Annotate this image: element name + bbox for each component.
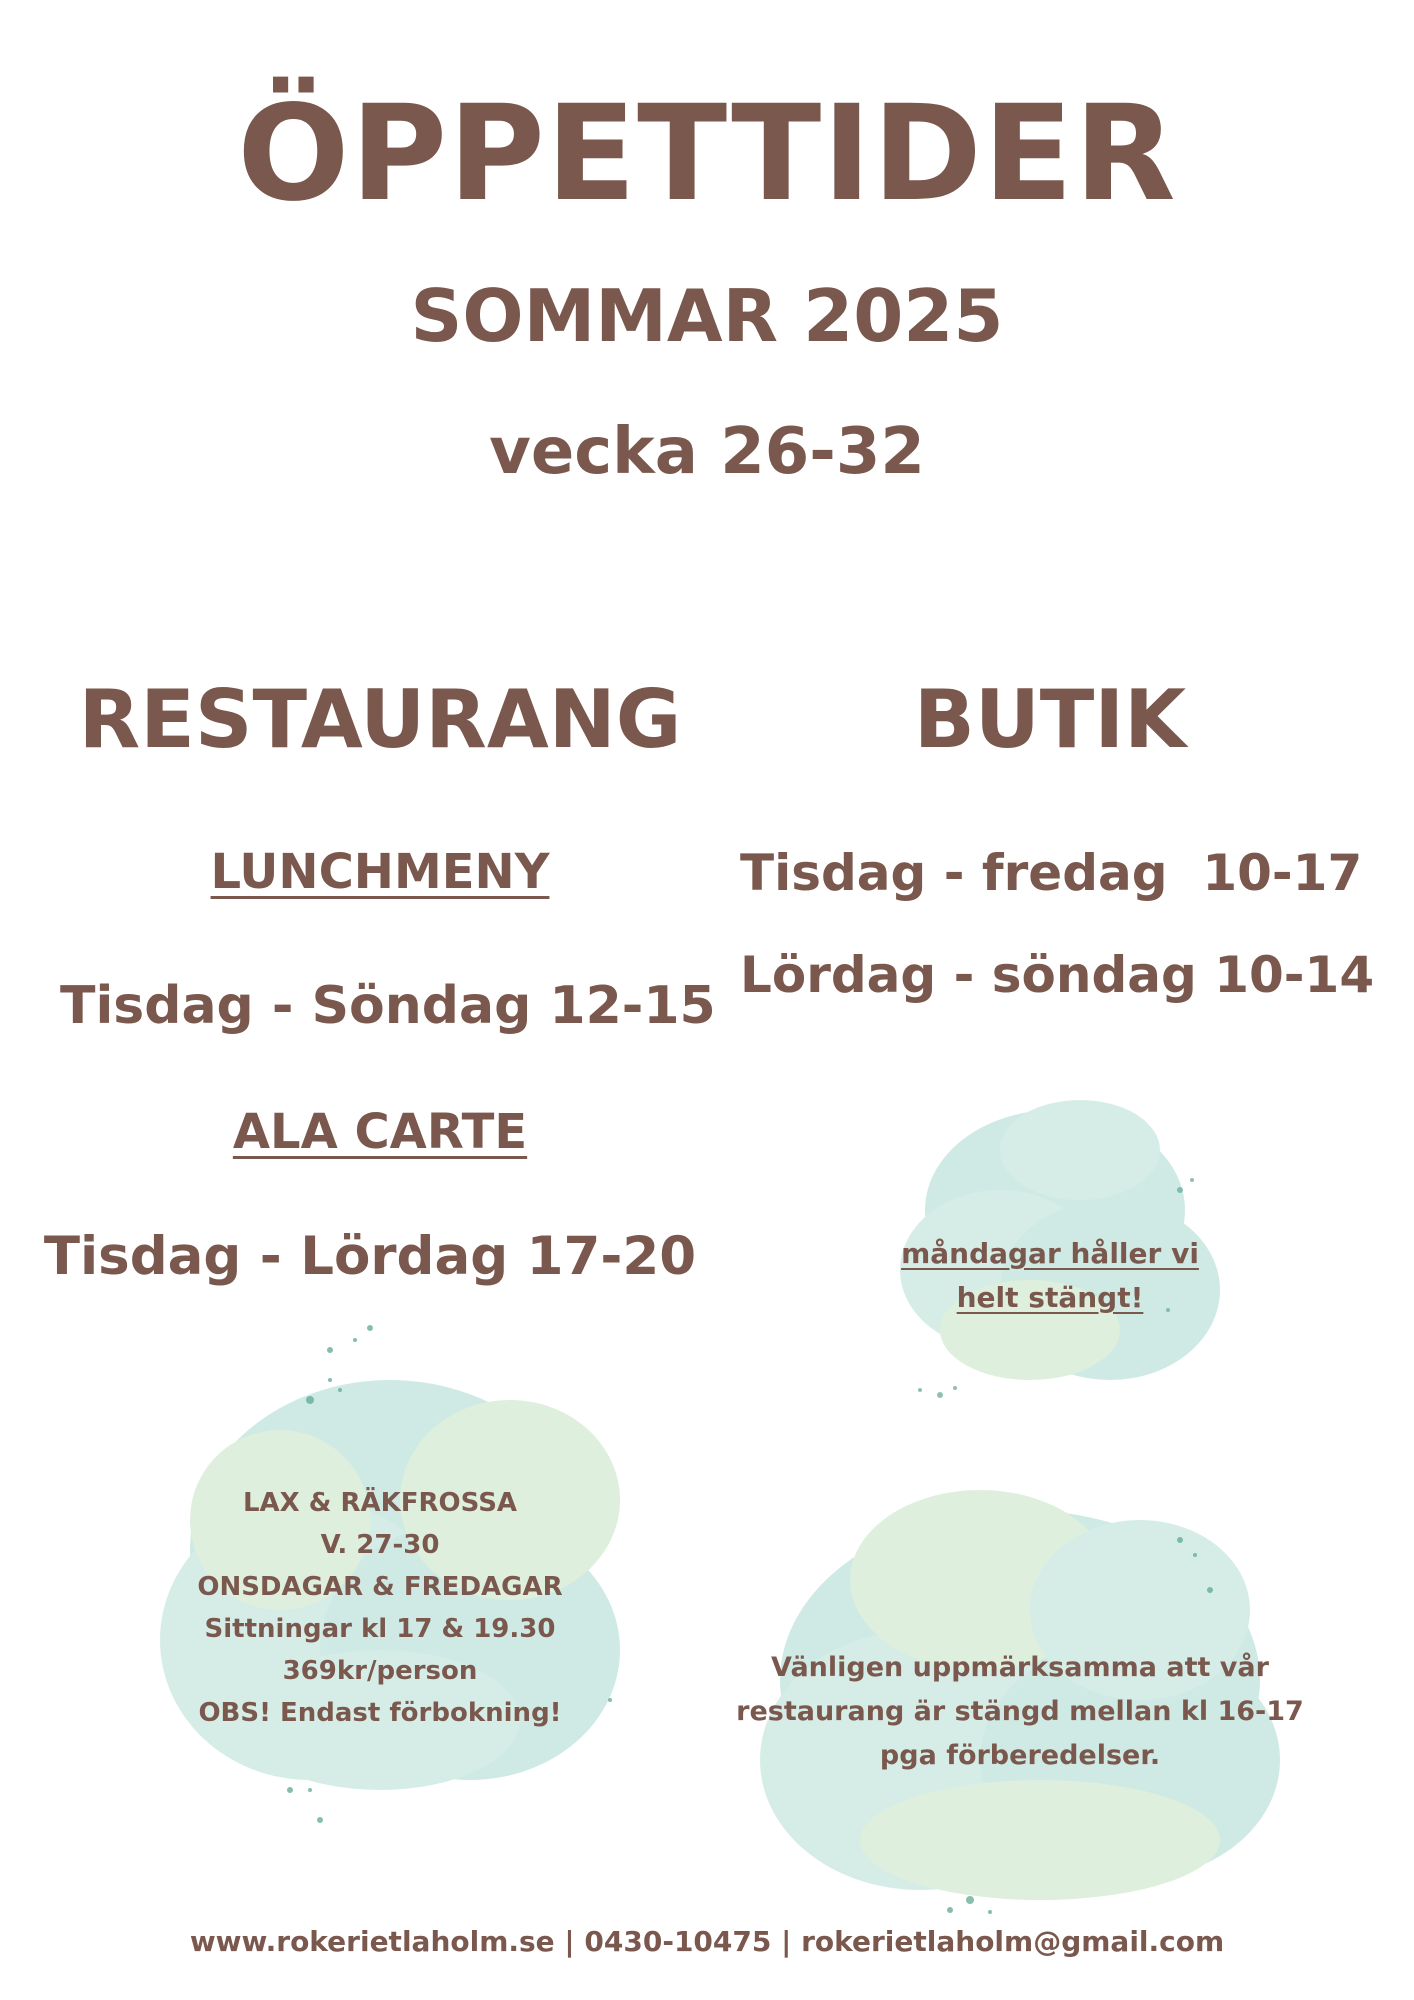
alacarte-heading: ALA CARTE xyxy=(232,1104,528,1160)
alacarte-hours: Tisdag - Lördag 17-20 xyxy=(43,1226,697,1287)
lunch-hours: Tisdag - Söndag 12-15 xyxy=(60,976,716,1036)
shop-hours-weekday: Tisdag - fredag 10-17 xyxy=(740,844,1363,902)
notice-line: restaurang är stängd mellan kl 16-17 xyxy=(736,1696,1304,1727)
special-event-booking-note: OBS! Endast förbokning! xyxy=(198,1698,562,1728)
special-event-seatings: Sittningar kl 17 & 19.30 xyxy=(204,1614,556,1644)
lunch-menu-heading: LUNCHMENY xyxy=(210,844,550,900)
special-event-block xyxy=(150,1482,610,1734)
shop-heading: BUTIK xyxy=(913,673,1187,766)
closed-note-line: måndagar håller vi xyxy=(901,1237,1199,1270)
special-event-days: ONSDAGAR & FREDAGAR xyxy=(197,1572,563,1602)
contact-footer: www.rokerietlaholm.se | 0430-10475 | rokerietlaholm@gmail.com xyxy=(189,1925,1225,1958)
restaurant-heading: RESTAURANG xyxy=(78,673,682,766)
shop-hours-weekend: Lördag - söndag 10-14 xyxy=(740,946,1375,1004)
page-title: ÖPPETTIDER xyxy=(237,77,1177,231)
special-event-weeks: V. 27-30 xyxy=(320,1530,440,1560)
preparation-notice xyxy=(700,1646,1340,1778)
closed-note-line: helt stängt! xyxy=(956,1281,1144,1314)
special-event-title: LAX & RÄKFROSSA xyxy=(242,1488,518,1518)
special-event-price: 369kr/person xyxy=(282,1656,478,1686)
closed-mondays-note xyxy=(860,1232,1240,1320)
notice-line: Vänligen uppmärksamma att vår xyxy=(771,1652,1269,1683)
notice-line: pga förberedelser. xyxy=(879,1740,1161,1771)
season-subtitle: SOMMAR 2025 xyxy=(410,274,1004,358)
week-range: vecka 26-32 xyxy=(489,415,925,489)
